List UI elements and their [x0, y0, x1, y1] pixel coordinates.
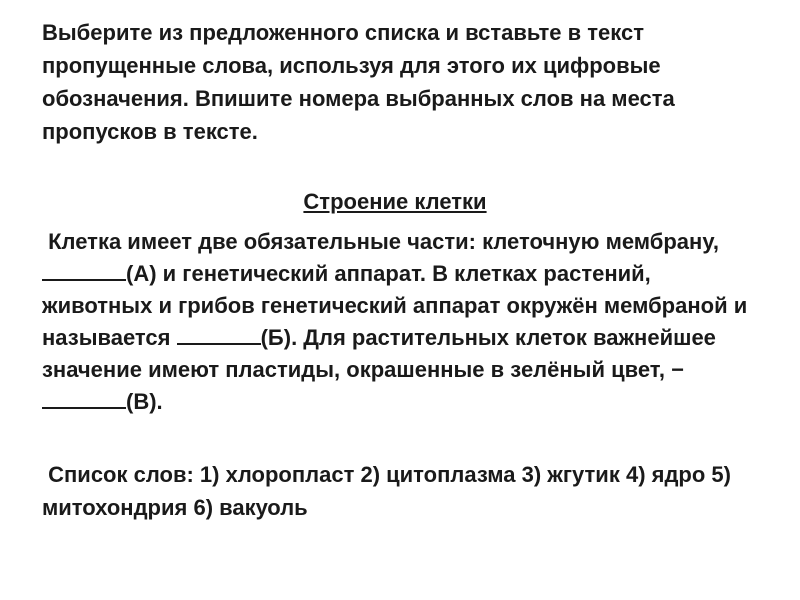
paragraph	[42, 226, 762, 418]
blank-a[interactable]	[42, 261, 126, 281]
blank-b[interactable]	[177, 325, 261, 345]
paragraph-part-4: (В).	[126, 389, 163, 414]
paragraph-part-3: (Б). Для растительных клеток важнейшее значение имеют пластиды, окрашенные в зелёный цвет, −	[42, 325, 716, 382]
instruction-text: Выберите из предложенного списка и вставьте в текст пропущенные слова, используя для этого их цифровые обозначения. Впишите номера выбранных слов на места пропусков в тексте.	[42, 20, 675, 144]
section-title-label: Строение клетки	[303, 189, 487, 214]
word-list: Список слов: 1) хлоропласт 2) цитоплазма 3) жгутик 4) ядро 5) митохондрия 6) вакуоль	[42, 462, 731, 520]
blank-v[interactable]	[42, 389, 126, 409]
section-title	[0, 186, 790, 218]
paragraph-part-1: Клетка имеет две обязательные части: клеточную мембрану,	[42, 229, 720, 254]
paragraph-part-2: (А) и генетический аппарат. В клетках растений, животных и грибов генетический аппарат окружён мембраной и называется	[42, 261, 748, 350]
